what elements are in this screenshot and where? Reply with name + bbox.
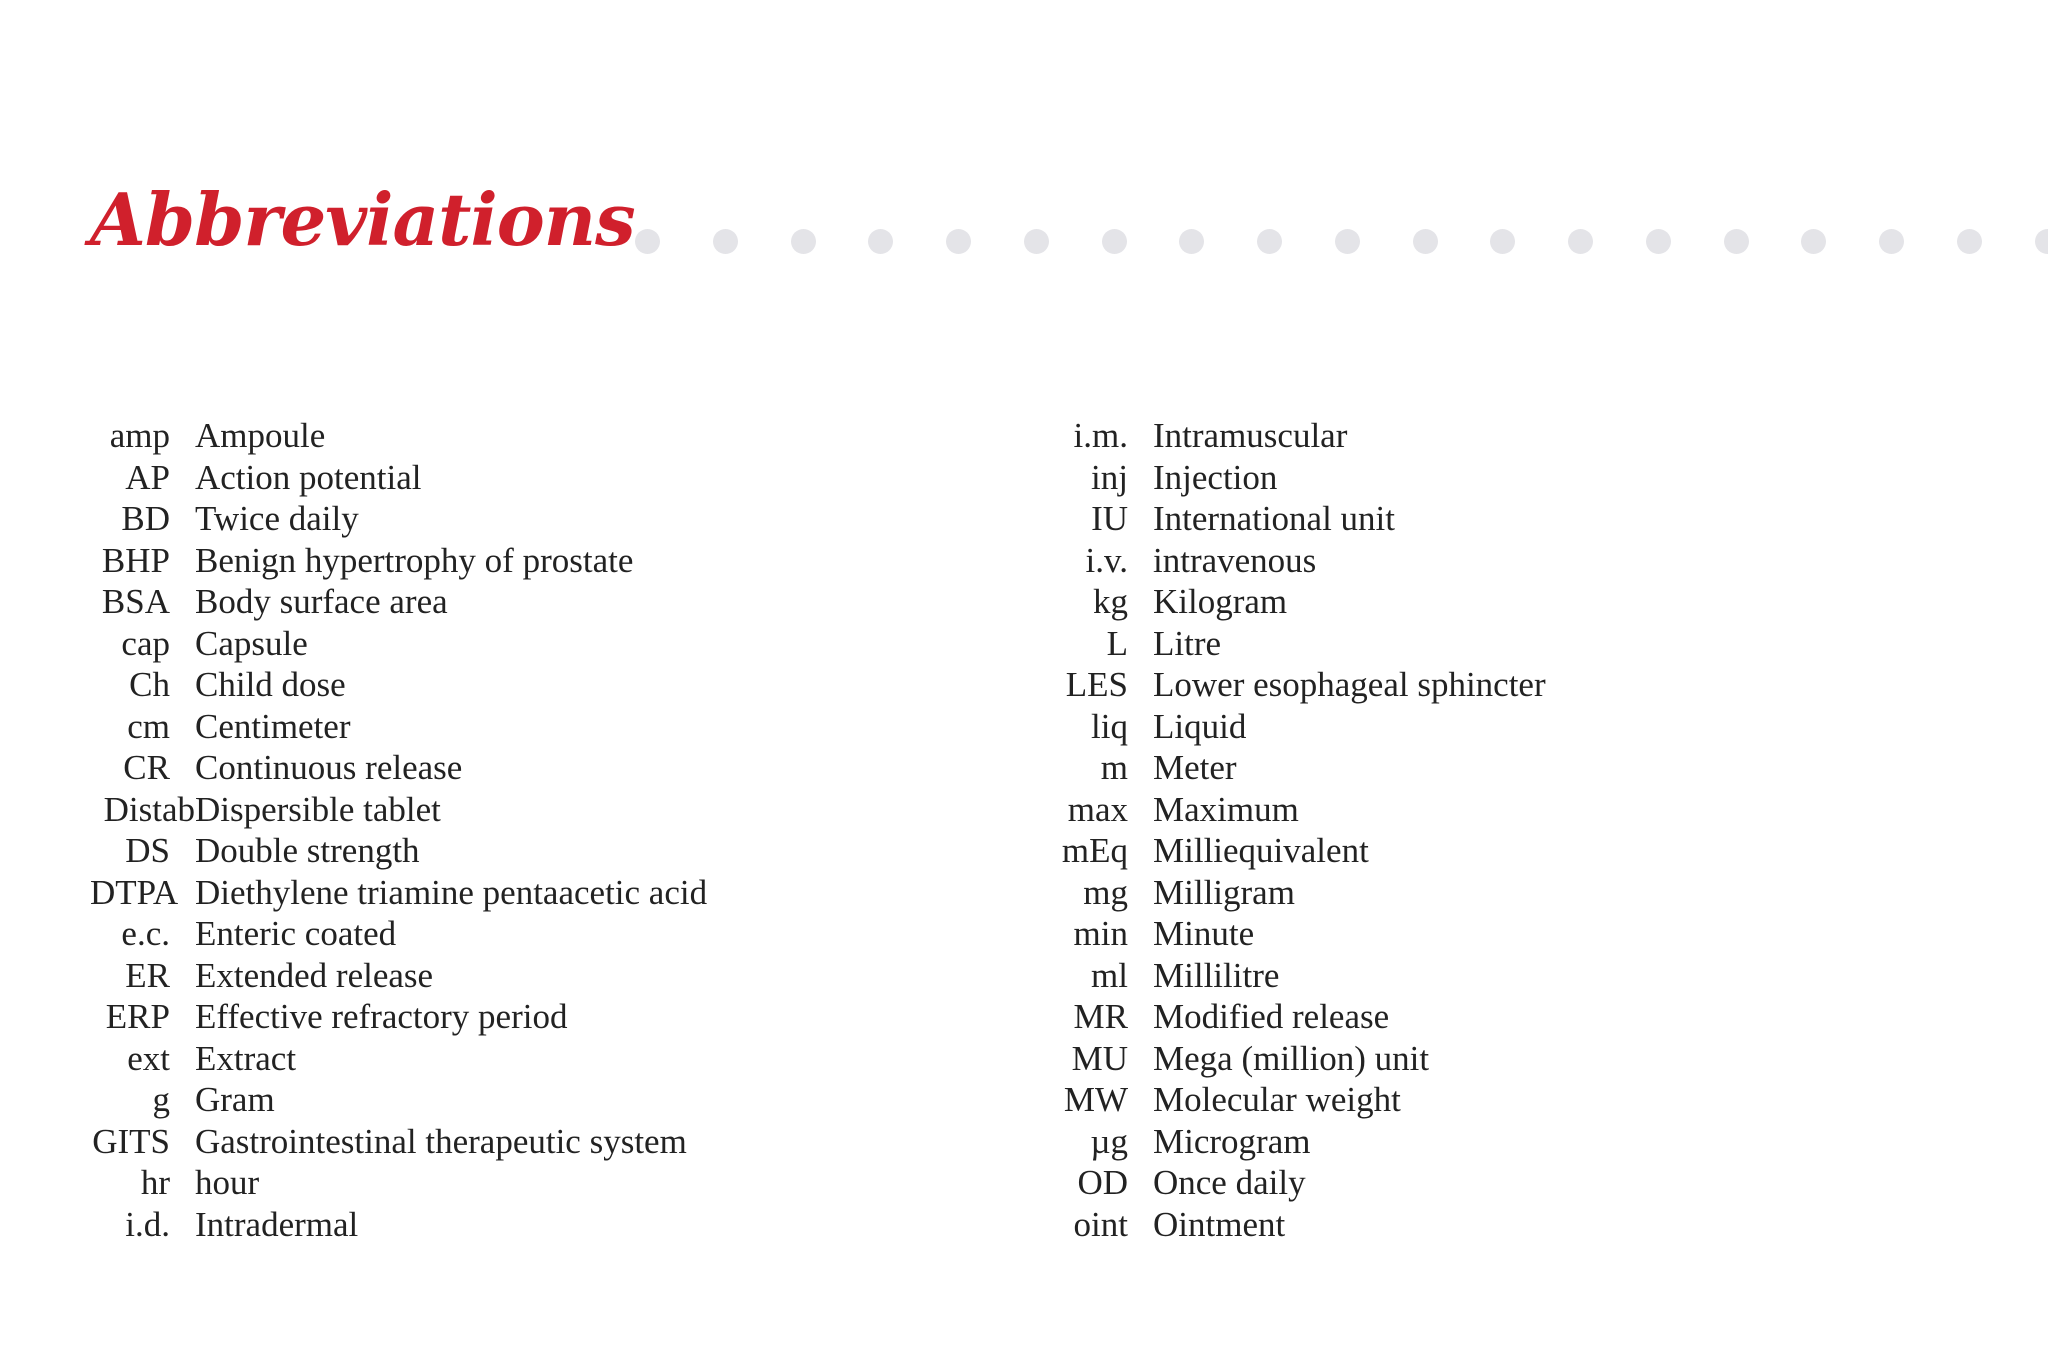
abbreviation-row	[1050, 872, 1546, 914]
abbreviation-term: ext	[127, 1038, 170, 1078]
abbreviation-meaning: Microgram	[1153, 1121, 1311, 1161]
abbreviation-row	[1050, 789, 1546, 831]
abbreviation-term: cap	[121, 623, 170, 663]
abbreviation-row	[1050, 747, 1546, 789]
abbreviation-row	[90, 664, 707, 706]
abbreviation-meaning: Continuous release	[195, 748, 463, 787]
abbreviation-row	[1050, 1079, 1546, 1121]
abbreviation-term: ERP	[105, 997, 170, 1036]
abbreviation-meaning: Double strength	[195, 831, 420, 870]
abbreviation-row	[1050, 913, 1546, 955]
abbreviation-row	[90, 581, 707, 623]
abbreviation-row	[90, 1121, 707, 1163]
abbreviation-row	[1050, 540, 1546, 582]
abbreviation-row	[1050, 1204, 1546, 1246]
abbreviation-list-left	[90, 415, 707, 1245]
abbreviation-meaning: Ampoule	[195, 416, 326, 455]
abbreviation-term: mEq	[1061, 831, 1128, 870]
abbreviation-row	[90, 872, 707, 914]
abbreviation-row	[90, 830, 707, 872]
abbreviation-meaning: Meter	[1153, 748, 1237, 787]
decorative-dot	[791, 229, 816, 254]
abbreviation-meaning: Extended release	[195, 955, 434, 995]
abbreviation-term: DS	[125, 831, 170, 870]
abbreviation-meaning: Litre	[1153, 623, 1222, 663]
abbreviation-meaning: Effective refractory period	[195, 997, 568, 1036]
abbreviation-row	[90, 457, 707, 499]
decorative-dot	[1724, 229, 1749, 254]
decorative-dot	[1102, 229, 1127, 254]
abbreviation-meaning: Child dose	[195, 665, 346, 704]
abbreviation-row	[1050, 623, 1546, 665]
abbreviation-meaning: Once daily	[1153, 1163, 1306, 1202]
abbreviation-term: max	[1067, 789, 1128, 829]
abbreviation-row	[1050, 498, 1546, 540]
abbreviation-row	[1050, 1121, 1546, 1163]
abbreviation-term: cm	[127, 706, 170, 746]
abbreviation-term: BD	[121, 499, 170, 538]
abbreviation-meaning: International unit	[1153, 499, 1396, 538]
abbreviation-term: LES	[1065, 665, 1128, 704]
abbreviation-meaning: Modified release	[1153, 997, 1390, 1036]
abbreviation-term: Distab	[103, 789, 195, 829]
abbreviation-term: BSA	[101, 582, 170, 621]
decorative-dot	[1179, 229, 1204, 254]
decorative-dot	[1490, 229, 1515, 254]
abbreviation-term: GITS	[92, 1121, 170, 1161]
abbreviation-term: CR	[123, 748, 170, 787]
decorative-dot	[1335, 229, 1360, 254]
abbreviation-term: kg	[1093, 582, 1128, 621]
page-title: Abbreviations	[90, 177, 635, 262]
abbreviation-row	[90, 1162, 707, 1204]
decorative-dot	[635, 229, 660, 254]
abbreviation-term: BHP	[101, 540, 170, 580]
abbreviation-meaning: Lower esophageal sphincter	[1153, 665, 1546, 704]
page-header	[90, 175, 1970, 295]
abbreviation-row	[1050, 996, 1546, 1038]
abbreviation-row	[90, 789, 707, 831]
abbreviation-term: i.v.	[1085, 540, 1128, 580]
abbreviation-term: L	[1106, 623, 1128, 663]
abbreviation-term: min	[1073, 914, 1128, 953]
abbreviation-row	[1050, 415, 1546, 457]
abbreviation-row	[1050, 457, 1546, 499]
abbreviation-meaning: Minute	[1153, 914, 1255, 953]
decorative-dot	[1024, 229, 1049, 254]
abbreviation-term: MW	[1063, 1080, 1128, 1119]
abbreviation-row	[1050, 955, 1546, 997]
abbreviation-meaning: intravenous	[1153, 540, 1317, 580]
abbreviation-term: MR	[1073, 997, 1128, 1036]
abbreviation-meaning: Millilitre	[1153, 955, 1280, 995]
abbreviation-row	[1050, 1038, 1546, 1080]
abbreviation-row	[90, 706, 707, 748]
abbreviation-row	[90, 913, 707, 955]
abbreviation-term: µg	[1090, 1121, 1128, 1161]
decorative-dot	[1257, 229, 1282, 254]
abbreviation-row	[90, 498, 707, 540]
abbreviation-meaning: Benign hypertrophy of prostate	[195, 540, 634, 580]
abbreviation-meaning: Centimeter	[195, 706, 351, 746]
abbreviation-row	[90, 1079, 707, 1121]
abbreviation-row	[90, 1204, 707, 1246]
abbreviation-term: amp	[109, 416, 170, 455]
decorative-dot	[1413, 229, 1438, 254]
abbreviation-row	[1050, 830, 1546, 872]
abbreviation-meaning: Intramuscular	[1153, 416, 1348, 455]
abbreviation-meaning: Body surface area	[195, 582, 448, 621]
abbreviation-term: AP	[125, 457, 170, 497]
abbreviation-meaning: Intradermal	[195, 1204, 359, 1244]
decorative-dot	[713, 229, 738, 254]
dot-leader	[635, 228, 2048, 254]
abbreviation-term: DTPA	[90, 872, 179, 912]
abbreviation-term: hr	[140, 1163, 170, 1202]
abbreviation-term: ER	[125, 955, 170, 995]
abbreviation-row	[90, 996, 707, 1038]
abbreviation-term: OD	[1077, 1163, 1128, 1202]
decorative-dot	[946, 229, 971, 254]
decorative-dot	[1568, 229, 1593, 254]
abbreviation-row	[90, 623, 707, 665]
abbreviation-row	[1050, 581, 1546, 623]
abbreviation-term: i.d.	[125, 1204, 170, 1244]
abbreviation-meaning: Milliequivalent	[1153, 831, 1369, 870]
abbreviation-meaning: Gram	[195, 1080, 275, 1119]
abbreviation-meaning: Kilogram	[1153, 582, 1288, 621]
abbreviation-term: i.m.	[1073, 416, 1128, 455]
abbreviation-meaning: Extract	[195, 1038, 297, 1078]
abbreviation-term: mg	[1083, 872, 1128, 912]
abbreviation-meaning: Dispersible tablet	[195, 789, 441, 829]
abbreviation-meaning: Twice daily	[195, 499, 359, 538]
abbreviation-row	[1050, 1162, 1546, 1204]
abbreviation-term: MU	[1071, 1038, 1128, 1078]
abbreviation-term: m	[1100, 748, 1128, 787]
abbreviation-meaning: Ointment	[1153, 1204, 1286, 1244]
abbreviation-row	[1050, 664, 1546, 706]
decorative-dot	[1801, 229, 1826, 254]
abbreviation-term: ml	[1091, 955, 1128, 995]
abbreviation-meaning: Enteric coated	[195, 914, 397, 953]
abbreviation-term: Ch	[129, 665, 170, 704]
abbreviation-meaning: hour	[195, 1163, 260, 1202]
abbreviation-row	[90, 540, 707, 582]
abbreviation-meaning: Injection	[1153, 457, 1278, 497]
abbreviation-meaning: Maximum	[1153, 789, 1299, 829]
abbreviation-term: g	[152, 1080, 170, 1119]
abbreviation-meaning: Milligram	[1153, 872, 1295, 912]
abbreviation-term: liq	[1091, 706, 1128, 746]
abbreviation-row	[90, 955, 707, 997]
abbreviation-term: IU	[1091, 499, 1128, 538]
decorative-dot	[1957, 229, 1982, 254]
abbreviation-meaning: Diethylene triamine pentaacetic acid	[195, 872, 708, 912]
abbreviation-term: inj	[1091, 457, 1128, 497]
abbreviation-row	[90, 1038, 707, 1080]
abbreviation-meaning: Capsule	[195, 623, 308, 663]
abbreviation-meaning: Liquid	[1153, 706, 1247, 746]
abbreviation-row	[1050, 706, 1546, 748]
decorative-dot	[1879, 229, 1904, 254]
abbreviation-row	[90, 415, 707, 457]
abbreviation-term: e.c.	[121, 914, 170, 953]
decorative-dot	[868, 229, 893, 254]
abbreviation-term: oint	[1073, 1204, 1128, 1244]
abbreviation-list-right	[1050, 415, 1546, 1245]
abbreviation-meaning: Gastrointestinal therapeutic system	[195, 1121, 687, 1161]
decorative-dot	[1646, 229, 1671, 254]
abbreviation-row	[90, 747, 707, 789]
decorative-dot	[2035, 229, 2048, 254]
abbreviation-meaning: Molecular weight	[1153, 1080, 1401, 1119]
abbreviation-meaning: Mega (million) unit	[1153, 1038, 1430, 1078]
abbreviation-meaning: Action potential	[195, 457, 422, 497]
